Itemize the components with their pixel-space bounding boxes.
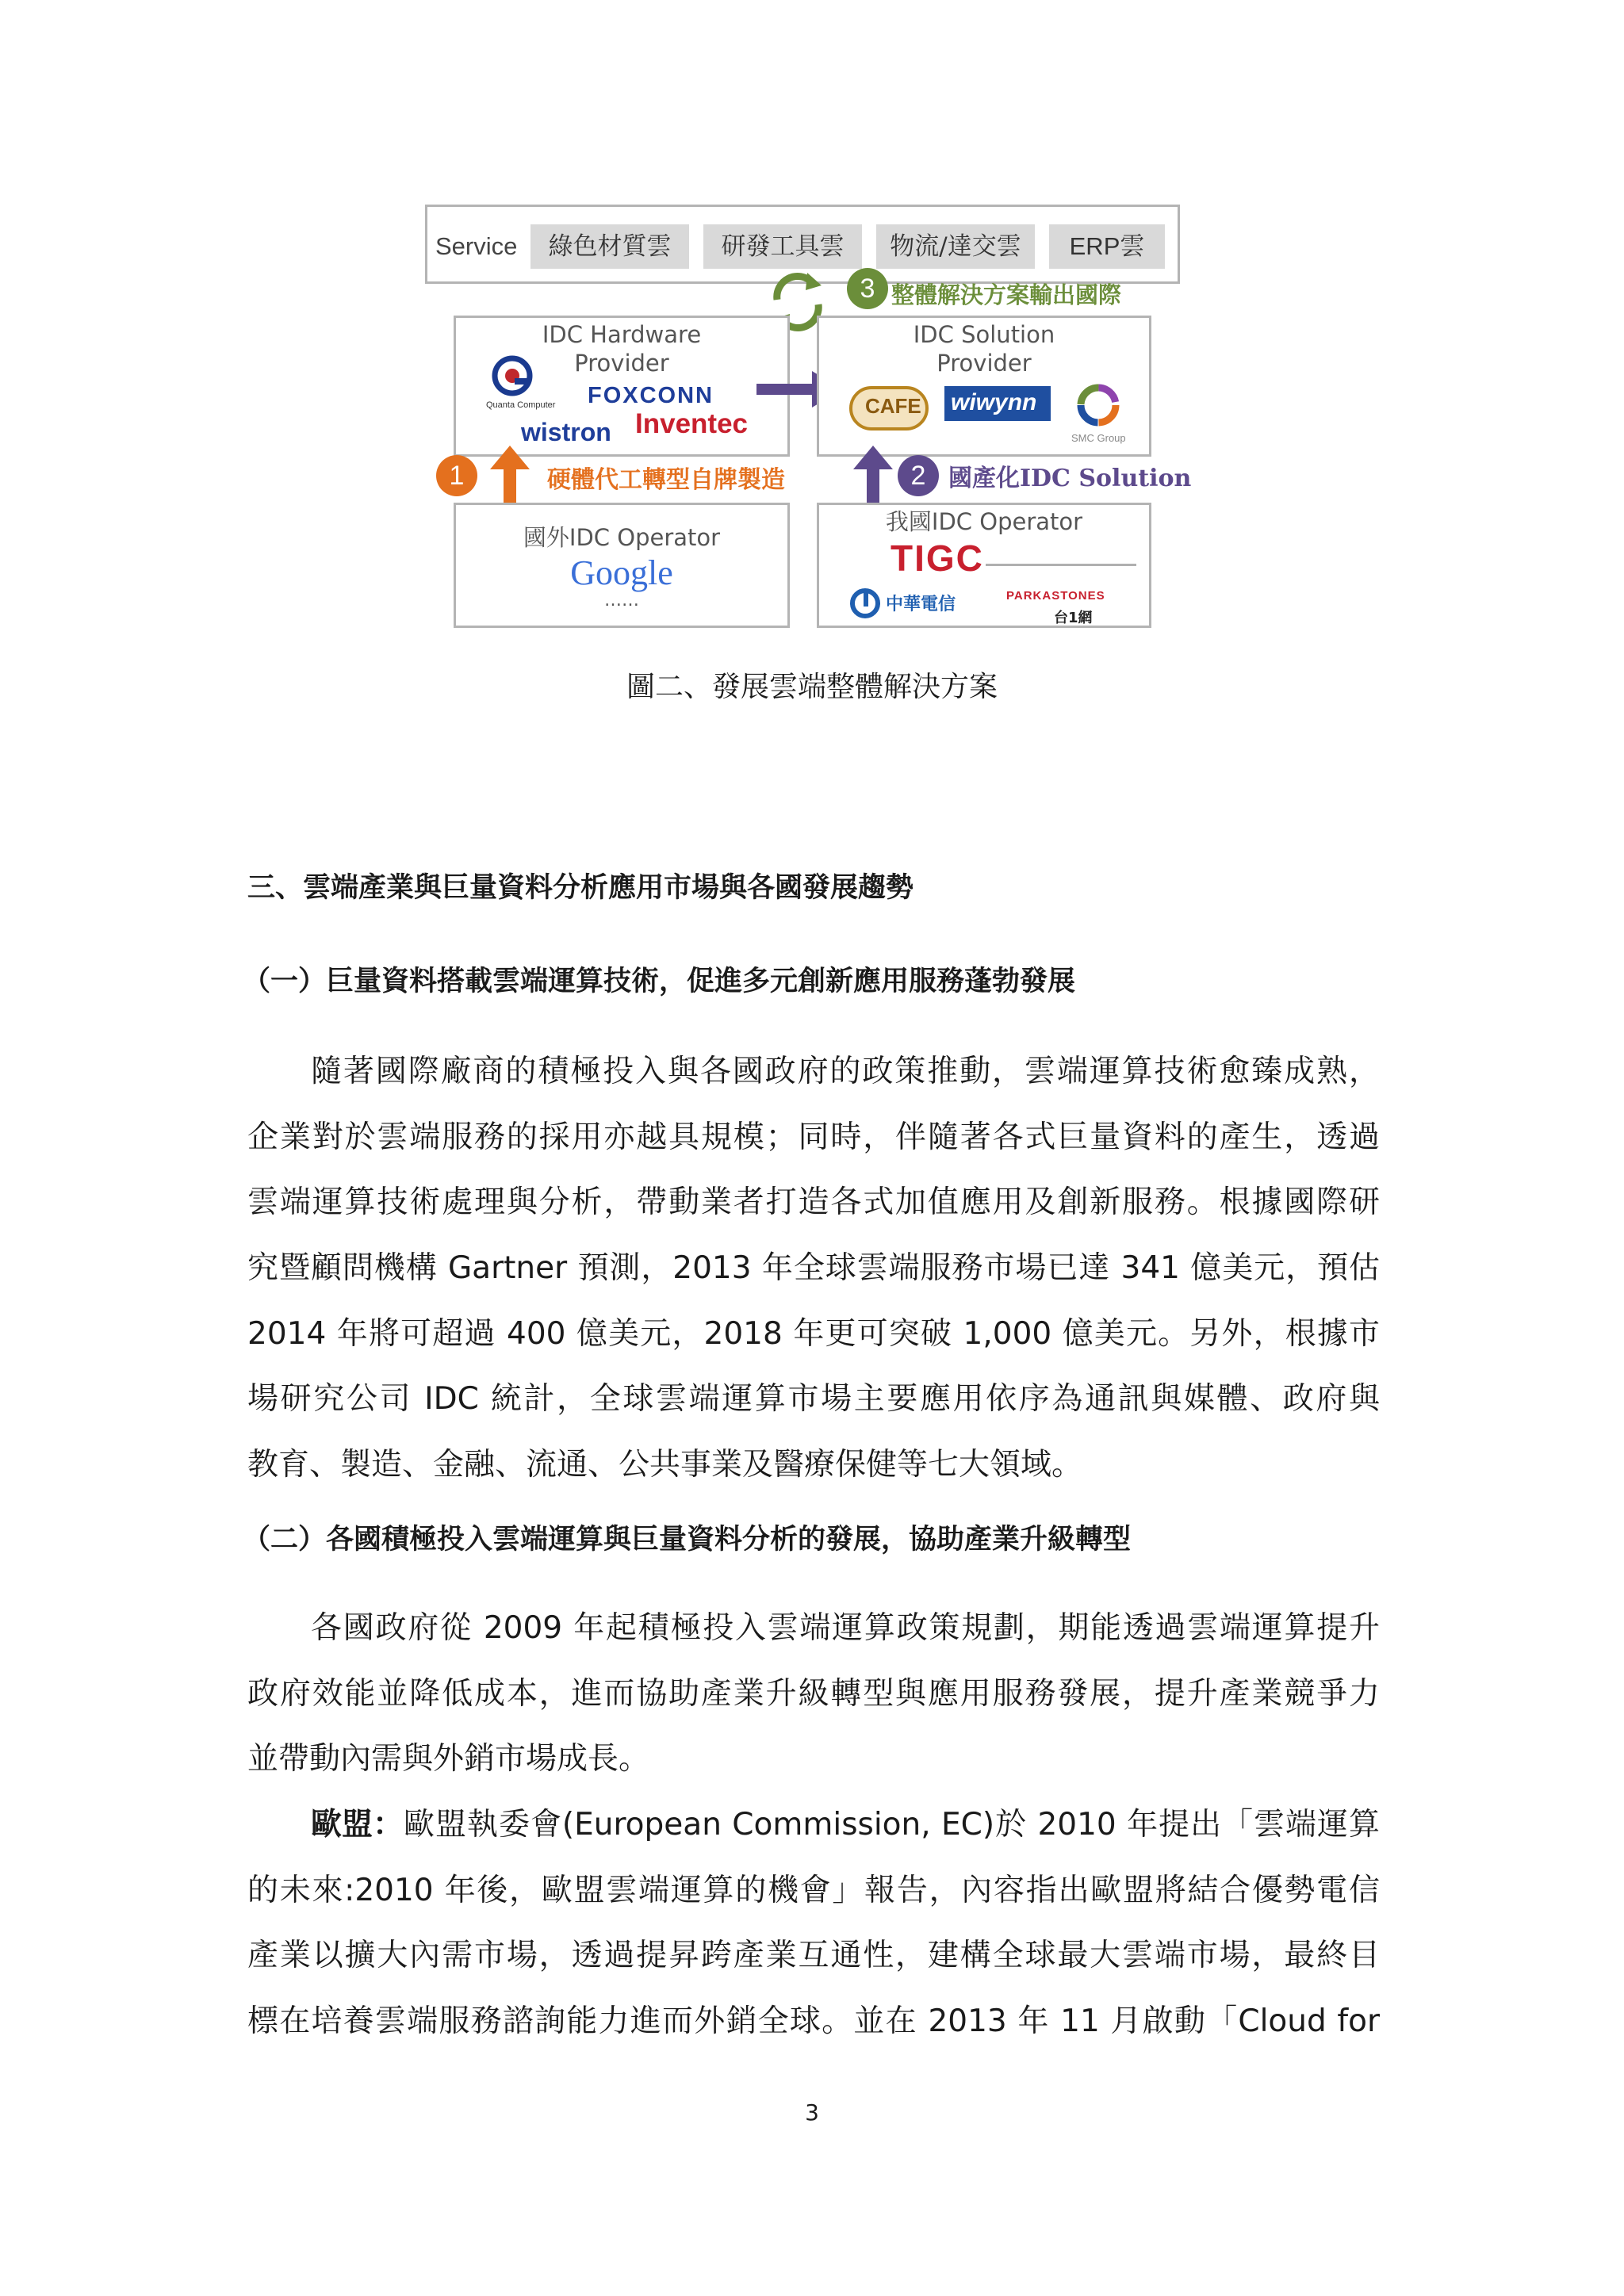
service-label: Service bbox=[435, 232, 518, 260]
idc-solution-provider-box bbox=[817, 316, 1151, 457]
arrow-up-orange-icon bbox=[490, 446, 530, 511]
para3-line-3: 產業以擴大內需市場，透過提昇跨產業互通性，建構全球最大雲端市場，最終目 bbox=[247, 1938, 1380, 1973]
idc-hardware-provider-box bbox=[454, 316, 790, 457]
step-2-badge: 2 bbox=[898, 455, 939, 496]
hardware-title-1: IDC Hardware bbox=[542, 321, 702, 348]
step-2-label: 國產化IDC Solution bbox=[948, 465, 1192, 492]
domestic-idc-operator-box bbox=[817, 503, 1151, 628]
logo-wistron: wistron bbox=[521, 418, 611, 446]
solution-title-1: IDC Solution bbox=[913, 321, 1055, 348]
step-3-badge: 3 bbox=[847, 268, 888, 309]
logo-inventec: Inventec bbox=[635, 408, 748, 439]
logo-tai1net: 台1網 bbox=[1054, 610, 1093, 626]
para3-line-1 bbox=[311, 1804, 1380, 1846]
para3-line-2: 的未來:2010 年後，歐盟雲端運算的機會」報告，內容指出歐盟將結合優勢電信 bbox=[247, 1873, 1380, 1908]
para1-line-1: 隨著國際廠商的積極投入與各國政府的政策推動，雲端運算技術愈臻成熟， bbox=[311, 1054, 1380, 1089]
quanta-logo-icon bbox=[491, 354, 534, 397]
para1-line-7: 教育、製造、金融、流通、公共事業及醫療保健等七大領域。 bbox=[247, 1447, 1083, 1483]
step-1-label: 硬體代工轉型自牌製造 bbox=[547, 466, 785, 494]
domestic-idc-title: 我國IDC Operator bbox=[885, 508, 1083, 535]
hardware-title-2: Provider bbox=[574, 350, 669, 377]
para2-line-1: 各國政府從 2009 年起積極投入雲端運算政策規劃，期能透過雲端運算提升 bbox=[311, 1610, 1380, 1646]
solution-title-2: Provider bbox=[936, 350, 1032, 377]
service-logistics: 物流/達交雲 bbox=[876, 224, 1035, 269]
para1-line-3: 雲端運算技術處理與分析，帶動業者打造各式加值應用及創新服務。根據國際研 bbox=[247, 1184, 1380, 1220]
para1-line-2: 企業對於雲端服務的採用亦越具規模；同時，伴隨著各式巨量資料的產生，透過 bbox=[247, 1119, 1380, 1155]
para1-line-6: 場研究公司 IDC 統計，全球雲端運算市場主要應用依序為通訊與媒體、政府與 bbox=[247, 1381, 1380, 1417]
figure-caption: 圖二、發展雲端整體解決方案 bbox=[626, 671, 998, 703]
para2-line-3: 並帶動內需與外銷市場成長。 bbox=[247, 1741, 650, 1777]
tigc-tagline-line bbox=[986, 564, 1136, 566]
para2-line-2: 政府效能並降低成本，進而協助產業升級轉型與應用服務發展，提升產業競爭力 bbox=[247, 1676, 1380, 1712]
logo-quanta: Quanta Computer bbox=[486, 400, 556, 410]
service-erp: ERP雲 bbox=[1049, 224, 1165, 269]
foreign-idc-operator-box bbox=[454, 503, 790, 628]
service-green-material: 綠色材質雲 bbox=[530, 224, 689, 269]
logo-smc: SMC Group bbox=[1071, 432, 1126, 444]
logo-tigc: TIGC bbox=[891, 538, 984, 579]
service-rd-tools: 研發工具雲 bbox=[703, 224, 862, 269]
page-number: 3 bbox=[805, 2099, 819, 2126]
logo-foxconn: FOXCONN bbox=[588, 383, 714, 408]
para1-line-5: 2014 年將可超過 400 億美元，2018 年更可突破 1,000 億美元。另外，根據市 bbox=[247, 1316, 1380, 1352]
figure-diagram bbox=[0, 0, 1624, 650]
arrow-up-purple-icon bbox=[853, 446, 893, 511]
para3-line-4: 標在培養雲端服務諮詢能力進而外銷全球。並在 2013 年 11 月啟動「Cloud for bbox=[247, 2003, 1380, 2039]
logo-cafe: CAFE bbox=[865, 394, 921, 418]
logo-parkastones: PARKASTONES bbox=[1006, 589, 1105, 603]
logo-wiwynn: wiwynn bbox=[951, 389, 1037, 415]
logo-google: Google bbox=[570, 553, 673, 592]
step-3-label: 整體解決方案輸出國際 bbox=[891, 281, 1122, 308]
section-title: 三、雲端產業與巨量資料分析應用市場與各國發展趨勢 bbox=[247, 872, 914, 904]
eu-label: 歐盟： bbox=[311, 1807, 404, 1843]
subsection-1-title: （一）巨量資料搭載雲端運算技術，促進多元創新應用服務蓬勃發展 bbox=[243, 966, 1076, 997]
para3-first-text: 歐盟執委會(European Commission, EC)於 2010 年提出「雲端運算 bbox=[404, 1807, 1380, 1843]
subsection-2-title: （二）各國積極投入雲端運算與巨量資料分析的發展，協助產業升級轉型 bbox=[243, 1524, 1132, 1556]
foreign-more: …… bbox=[604, 591, 639, 610]
cht-logo-icon bbox=[849, 587, 881, 619]
step-1-badge: 1 bbox=[436, 455, 477, 496]
smc-logo-icon bbox=[1073, 380, 1124, 430]
para1-line-4: 究暨顧問機構 Gartner 預測，2013 年全球雲端服務市場已達 341 億美元，預估 bbox=[247, 1250, 1380, 1286]
foreign-idc-title: 國外IDC Operator bbox=[523, 524, 721, 551]
logo-chunghwa: 中華電信 bbox=[886, 595, 956, 614]
